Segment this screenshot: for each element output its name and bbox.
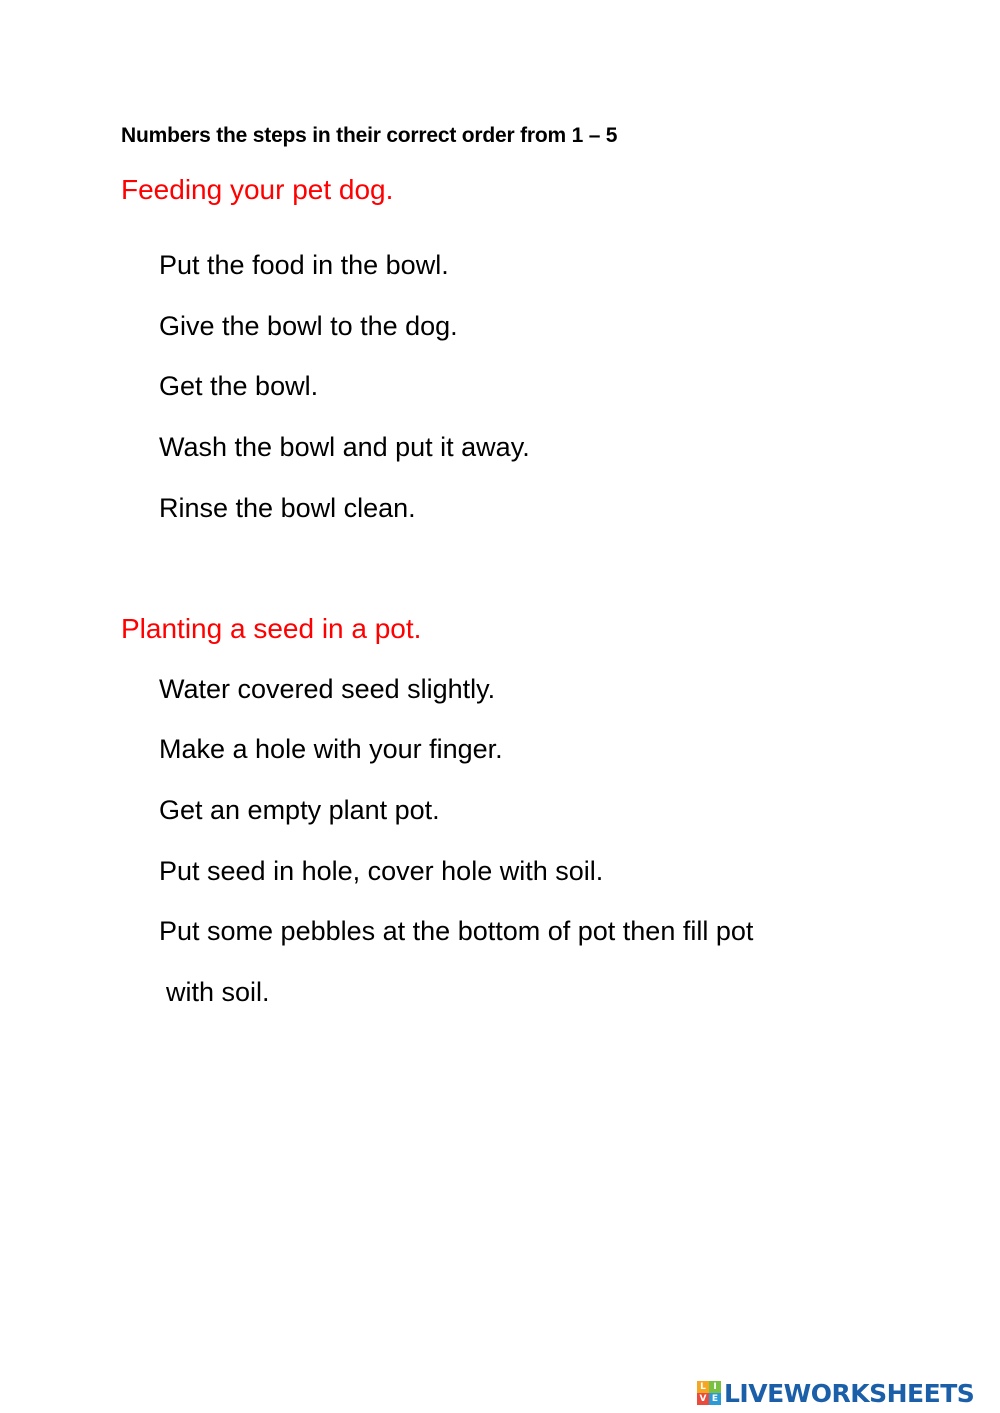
step-item: Put seed in hole, cover hole with soil. xyxy=(159,856,604,886)
section-title-planting-seed: Planting a seed in a pot. xyxy=(121,613,422,644)
step-item: Get the bowl. xyxy=(159,371,319,401)
liveworksheets-logo xyxy=(697,1377,974,1409)
logo-mark-tile: I xyxy=(709,1381,721,1393)
instruction-text: Numbers the steps in their correct order from 1 – 5 xyxy=(121,124,618,147)
step-item-continuation: with soil. xyxy=(166,977,270,1007)
step-item: Water covered seed slightly. xyxy=(159,674,496,704)
step-item: Put some pebbles at the bottom of pot then fill pot xyxy=(159,916,754,946)
logo-text: LIVEWORKSHEETS xyxy=(724,1378,975,1408)
step-item: Get an empty plant pot. xyxy=(159,795,440,825)
step-item: Give the bowl to the dog. xyxy=(159,311,458,341)
logo-mark-tile: L xyxy=(697,1381,709,1393)
logo-mark-icon xyxy=(697,1381,721,1405)
step-item: Rinse the bowl clean. xyxy=(159,493,416,523)
step-item: Wash the bowl and put it away. xyxy=(159,432,530,462)
logo-mark-tile: V xyxy=(697,1393,709,1405)
step-item: Make a hole with your finger. xyxy=(159,734,503,764)
step-item: Put the food in the bowl. xyxy=(159,250,449,280)
section-title-feeding-dog: Feeding your pet dog. xyxy=(121,174,394,205)
logo-mark-tile: E xyxy=(709,1393,721,1405)
